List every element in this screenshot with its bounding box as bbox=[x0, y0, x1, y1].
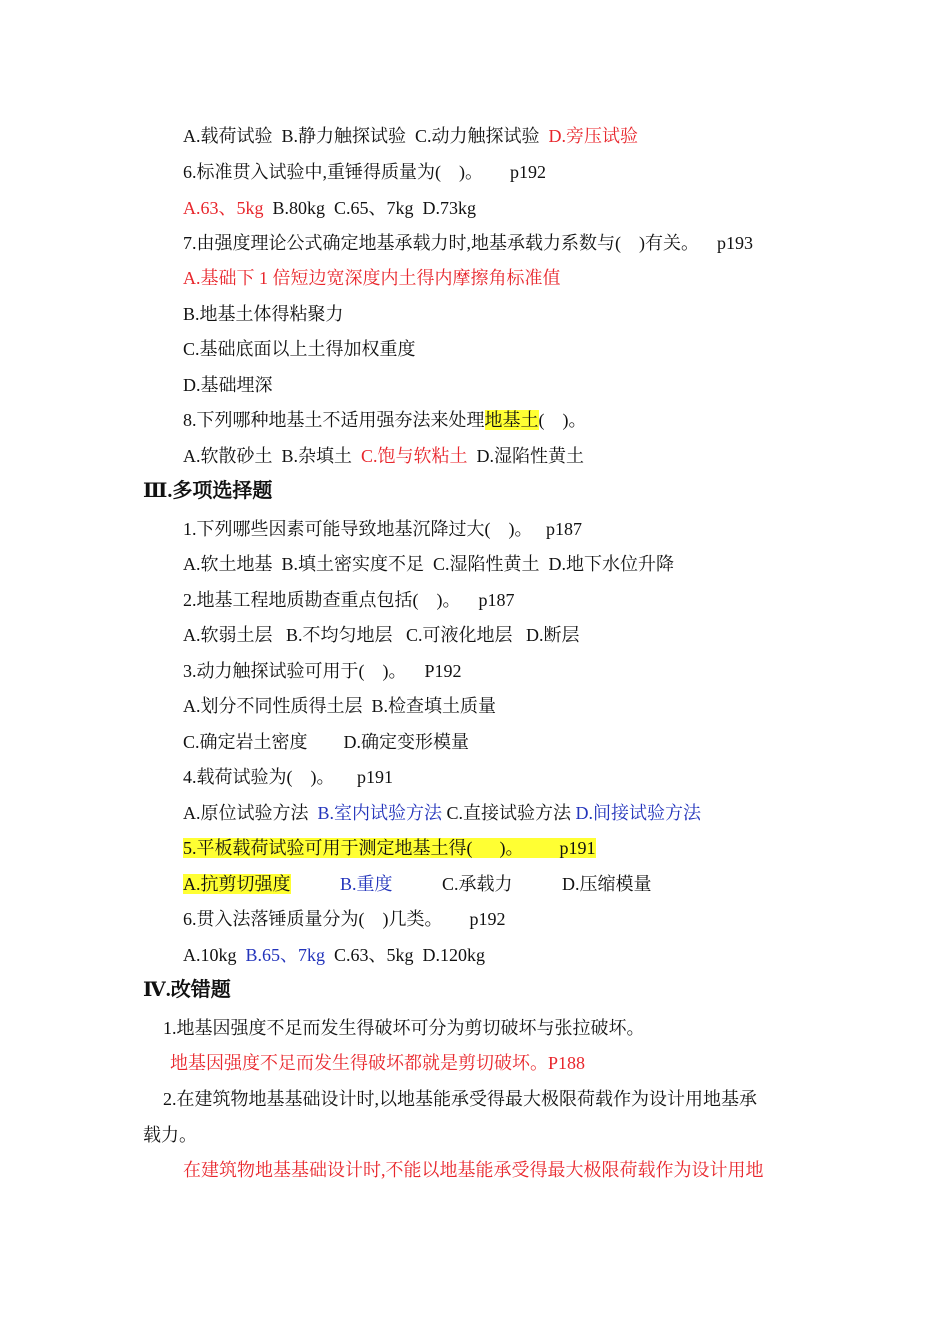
text-segment: 2.在建筑物地基基础设计时,以地基能承受得最大极限荷载作为设计用地基承 bbox=[163, 1089, 757, 1109]
question-line bbox=[183, 517, 582, 541]
text-line bbox=[183, 623, 580, 647]
text-segment: C.确定岩土密度 D.确定变形模量 bbox=[183, 732, 470, 752]
question-line bbox=[163, 1016, 645, 1040]
text-segment bbox=[291, 874, 341, 894]
text-segment: 5.平板载荷试验可用于测定地基土得( )。 p191 bbox=[183, 838, 596, 858]
text-segment: 6.标准贯入试验中,重锤得质量为( )。 p192 bbox=[183, 162, 546, 182]
text-segment: A.软土地基 B.填土密实度不足 C.湿陷性黄土 D.地下水位升降 bbox=[183, 554, 675, 574]
text-line bbox=[143, 1123, 197, 1147]
text-segment: A.原位试验方法 bbox=[183, 803, 318, 823]
text-segment: C.基础底面以上土得加权重度 bbox=[183, 339, 416, 359]
text-segment: A.10kg bbox=[183, 945, 246, 965]
text-segment: 1.下列哪些因素可能导致地基沉降过大( )。 p187 bbox=[183, 519, 582, 539]
question-line bbox=[183, 659, 462, 683]
text-segment: A.软弱土层 B.不均匀地层 C.可液化地层 D.断层 bbox=[183, 625, 580, 645]
question-line bbox=[183, 907, 506, 931]
question-line bbox=[183, 231, 753, 255]
text-segment: B.65、7kg bbox=[245, 945, 326, 965]
text-segment: A.基础下 1 倍短边宽深度内土得内摩擦角标准值 bbox=[183, 268, 561, 288]
text-segment: D.基础埋深 bbox=[183, 375, 273, 395]
section-heading-multi-choice: Ⅲ.多项选择题 bbox=[143, 480, 273, 502]
question-line bbox=[183, 765, 393, 789]
text-segment: 8.下列哪种地基土不适用强夯法来处理 bbox=[183, 410, 485, 430]
text-line bbox=[183, 196, 476, 220]
text-segment: A.划分不同性质得土层 B.检查填土质量 bbox=[183, 696, 497, 716]
text-line bbox=[183, 730, 469, 754]
text-segment: 2.地基工程地质勘查重点包括( )。 p187 bbox=[183, 590, 515, 610]
text-segment: 1.地基因强度不足而发生得破坏可分为剪切破坏与张拉破坏。 bbox=[163, 1018, 645, 1038]
text-segment: A.软散砂土 B.杂填土 bbox=[183, 446, 362, 466]
text-line bbox=[183, 694, 496, 718]
text-segment: D.间接试验方法 bbox=[575, 803, 702, 823]
text-segment: 3.动力触探试验可用于( )。 P192 bbox=[183, 661, 462, 681]
text-segment: D.旁压试验 bbox=[548, 126, 639, 146]
text-segment: B.重度 bbox=[340, 874, 393, 894]
text-line bbox=[183, 552, 674, 576]
text-segment: B.地基土体得粘聚力 bbox=[183, 304, 344, 324]
text-segment: 在建筑物地基基础设计时,不能以地基能承受得最大极限荷载作为设计用地 bbox=[183, 1160, 764, 1180]
text-line bbox=[183, 124, 638, 148]
text-segment: 6.贯入法落锤质量分为( )几类。 p192 bbox=[183, 909, 506, 929]
section-heading-correct-errors: Ⅳ.改错题 bbox=[143, 979, 231, 1001]
text-segment: A.63、5kg bbox=[183, 198, 264, 218]
text-segment: D.湿陷性黄土 bbox=[467, 446, 585, 466]
question-line bbox=[183, 588, 515, 612]
text-segment: C.承载力 D.压缩模量 bbox=[392, 874, 652, 894]
text-line bbox=[183, 373, 273, 397]
text-segment: C.饱与软粘土 bbox=[361, 446, 468, 466]
question-line bbox=[183, 836, 596, 860]
answer-line bbox=[170, 1051, 585, 1075]
text-segment: 4.载荷试验为( )。 p191 bbox=[183, 767, 393, 787]
question-line bbox=[183, 160, 546, 184]
text-segment: 载力。 bbox=[143, 1125, 197, 1145]
text-segment: C.63、5kg D.120kg bbox=[325, 945, 486, 965]
question-line bbox=[163, 1087, 757, 1111]
question-line bbox=[183, 408, 587, 432]
text-segment: 7.由强度理论公式确定地基承载力时,地基承载力系数与( )有关。 p193 bbox=[183, 233, 753, 253]
text-line bbox=[183, 266, 561, 290]
text-line bbox=[183, 444, 584, 468]
text-segment: 地基土 bbox=[484, 410, 539, 430]
text-segment: B.室内试验方法 bbox=[317, 803, 443, 823]
text-line bbox=[183, 337, 416, 361]
text-segment: C.直接试验方法 bbox=[442, 803, 576, 823]
text-segment: B.80kg C.65、7kg D.73kg bbox=[263, 198, 477, 218]
text-line bbox=[183, 302, 344, 326]
text-line bbox=[183, 801, 701, 825]
text-segment: A.载荷试验 B.静力触探试验 C.动力触探试验 bbox=[183, 126, 549, 146]
text-line bbox=[183, 872, 652, 896]
text-segment: ( )。 bbox=[538, 410, 587, 430]
text-line bbox=[183, 943, 485, 967]
answer-line bbox=[183, 1158, 764, 1182]
text-segment: 地基因强度不足而发生得破坏都就是剪切破坏。P188 bbox=[170, 1053, 586, 1073]
text-segment: A.抗剪切强度 bbox=[183, 874, 291, 894]
